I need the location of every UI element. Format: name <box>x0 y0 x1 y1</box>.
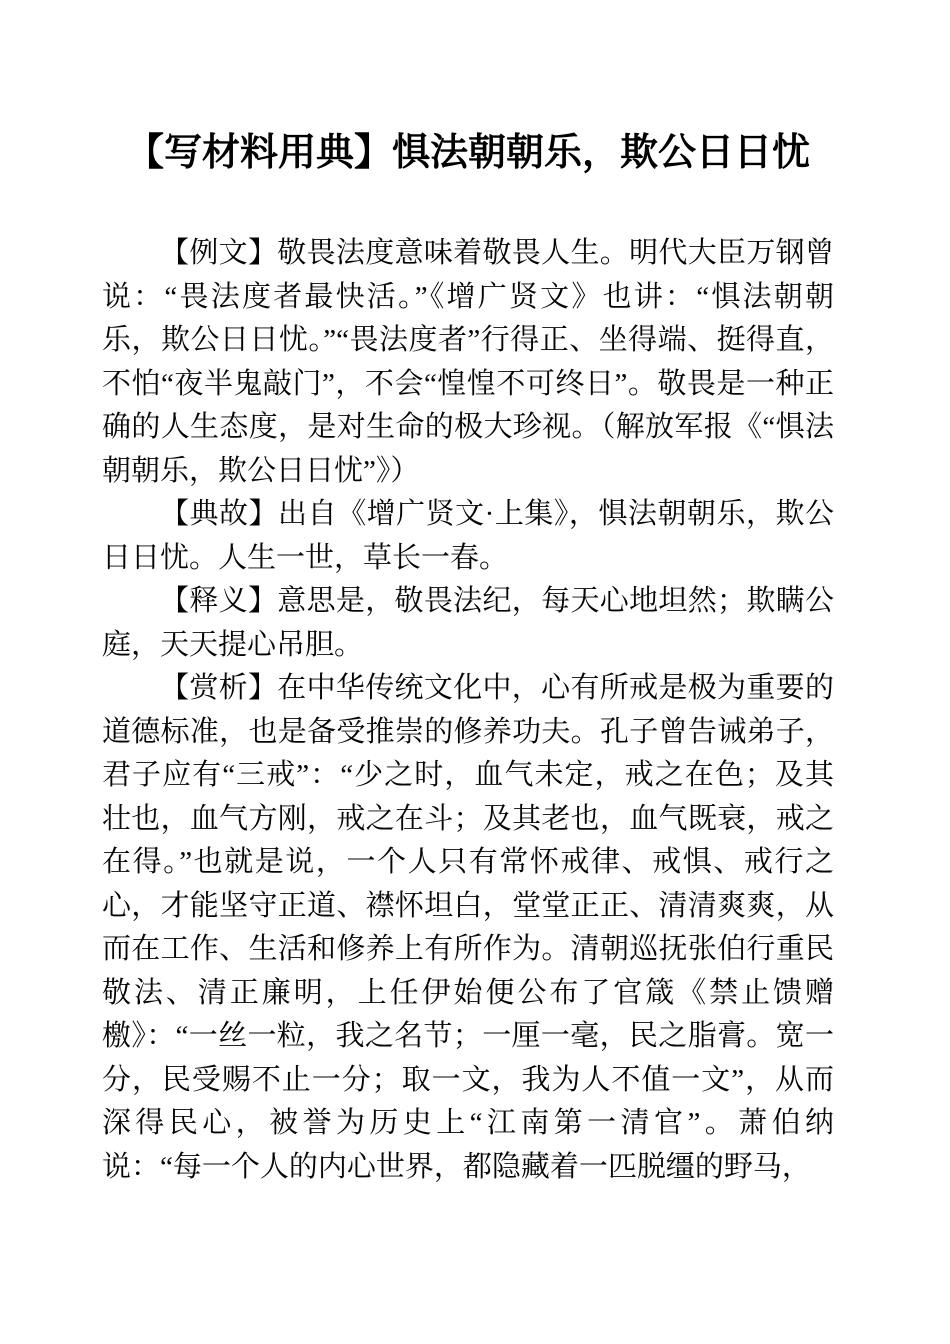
document-body <box>102 232 834 1189</box>
document-title: 【写材料用典】惧法朝朝乐，欺公日日忧 <box>125 132 810 174</box>
paragraph-interpretation: 【释义】意思是，敬畏法纪，每天心地坦然；欺瞒公庭，天天提心吊胆。 <box>102 585 834 661</box>
paragraph-allusion: 【典故】出自《增广贤文·上集》，惧法朝朝乐，欺公日日忧。人生一世，草长一春。 <box>102 498 834 574</box>
paragraph-appreciation: 【赏析】在中华传统文化中，心有所戒是极为重要的道德标准，也是备受推崇的修养功夫。孔子曾告诫弟子，君子应有“三戒”：“少之时，血气未定，戒之在色；及其壮也，血气方刚，戒之在斗；及其老也，血气既衰，戒之在得。”也就是说，一个人只有常怀戒律、戒惧、戒行之心，才能坚守正道、襟怀坦白，堂堂正正、清清爽爽，从而在工作、生活和修养上有所作为。清朝巡抚张伯行重民敬法、清正廉明，上任伊始便公布了官箴《禁止馈赠檄》：“一丝一粒，我之名节；一厘一毫，民之脂膏。宽一分，民受赐不止一分；取一文，我为人不值一文”，从而深得民心，被誉为历史上“江南第一清官”。萧伯纳说：“每一个人的内心世界，都隐藏着一匹脱缰的野马， <box>102 672 834 1183</box>
paragraph-example-text: 【例文】敬畏法度意味着敬畏人生。明代大臣万钢曾说：“畏法度者最快活。”《增广贤文》也讲：“惧法朝朝乐，欺公日日忧。”“畏法度者”行得正、坐得端、挺得直，不怕“夜半鬼敲门”，不会“惶惶不可终日”。敬畏是一种正确的人生态度，是对生命的极大珍视。（解放军报《“惧法朝朝乐，欺公日日忧”》） <box>102 237 834 487</box>
